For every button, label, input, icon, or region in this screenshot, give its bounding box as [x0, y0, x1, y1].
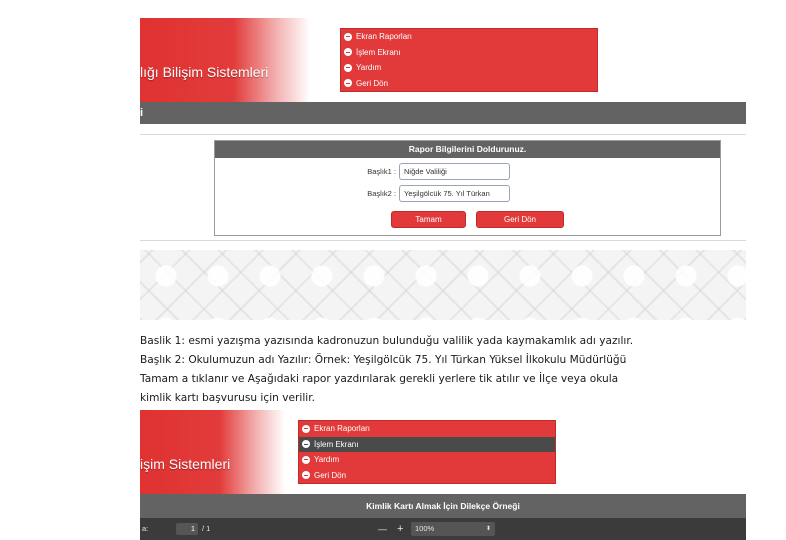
menu-item-yardim[interactable]	[341, 60, 597, 76]
document-title: Kimlik Kartı Almak İçin Dilekçe Örneği	[366, 501, 520, 511]
menu-item-ekran-raporlari[interactable]	[341, 29, 597, 45]
header-title: lığı Bilişim Sistemleri	[140, 64, 269, 80]
divider	[140, 134, 746, 135]
baslik2-input[interactable]: Yeşilgölcük 75. Yıl Türkan	[399, 185, 510, 202]
menu-item-islem-ekrani[interactable]	[299, 437, 555, 453]
zoom-select[interactable]	[411, 522, 495, 536]
header-banner	[140, 18, 310, 102]
nav-menu	[340, 28, 598, 92]
menu-item-label: İşlem Ekranı	[314, 439, 359, 449]
menu-item-label: Geri Dön	[314, 470, 347, 480]
menu-item-label: Yardım	[314, 455, 340, 465]
menu-item-label: İşlem Ekranı	[356, 47, 401, 57]
tamam-button[interactable]: Tamam	[391, 211, 466, 228]
circle-minus-icon	[344, 48, 352, 56]
form-row-baslik1	[215, 163, 720, 181]
divider	[140, 240, 746, 241]
baslik1-input[interactable]: Niğde Valiliği	[399, 163, 510, 180]
form-row-baslik2	[215, 185, 720, 203]
menu-item-islem-ekrani[interactable]	[341, 45, 597, 61]
instructions-text	[140, 332, 760, 408]
chevron-updown-icon: ⬍	[485, 526, 491, 532]
circle-minus-icon	[344, 33, 352, 41]
page-total: / 1	[202, 524, 211, 533]
page-label: a:	[142, 524, 149, 533]
zoom-value: 100%	[415, 524, 435, 533]
menu-item-label: Ekran Raporları	[356, 32, 413, 42]
section-title: i	[140, 107, 144, 119]
menu-item-geri-don[interactable]	[299, 468, 555, 484]
document-title-bar	[140, 494, 746, 518]
report-form-screenshot	[140, 18, 746, 320]
instruction-line: Baslik 1: esmi yazışma yazısında kadronuzun bulunduğu valilik yada kaymakamlık adı yazılır.	[140, 335, 634, 347]
menu-item-label: Ekran Raporları	[314, 424, 371, 434]
report-form	[214, 140, 721, 236]
instruction-line: Başlık 2: Okulumuzun adı Yazılır: Örnek: Yeşilgölcük 75. Yıl Türkan Yüksel İlkokulu Müdürlüğü	[140, 354, 627, 366]
baslik1-label: Başlık1 :	[367, 167, 396, 176]
circle-minus-icon	[302, 456, 310, 464]
decorative-pattern	[140, 250, 746, 320]
instruction-line: Tamam a tıklanır ve Aşağıdaki rapor yazdırılarak gerekli yerlere tik atılır ve İlçe veya okula	[140, 373, 619, 385]
zoom-in-button[interactable]: +	[397, 523, 404, 535]
instruction-line: kimlik kartı başvurusu için verilir.	[140, 392, 315, 404]
baslik2-label: Başlık2 :	[367, 189, 396, 198]
zoom-out-button[interactable]: —	[378, 524, 387, 534]
geri-don-button[interactable]: Geri Dön	[476, 211, 564, 228]
menu-item-label: Geri Dön	[356, 78, 389, 88]
header-banner	[140, 410, 285, 494]
menu-item-ekran-raporlari[interactable]	[299, 421, 555, 437]
section-title-bar	[140, 102, 746, 124]
circle-minus-icon	[344, 79, 352, 87]
circle-minus-icon	[302, 471, 310, 479]
nav-menu	[298, 420, 556, 484]
header-title: işim Sistemleri	[140, 456, 231, 472]
menu-item-geri-don[interactable]	[341, 76, 597, 92]
form-title: Rapor Bilgilerini Doldurunuz.	[215, 141, 720, 158]
page-number-input[interactable]: 1	[176, 523, 198, 535]
circle-minus-icon	[302, 425, 310, 433]
circle-minus-icon	[344, 64, 352, 72]
menu-item-label: Yardım	[356, 63, 382, 73]
menu-item-yardim[interactable]	[299, 452, 555, 468]
pdf-toolbar	[140, 518, 746, 540]
circle-minus-icon	[302, 440, 310, 448]
petition-screenshot	[140, 410, 746, 540]
